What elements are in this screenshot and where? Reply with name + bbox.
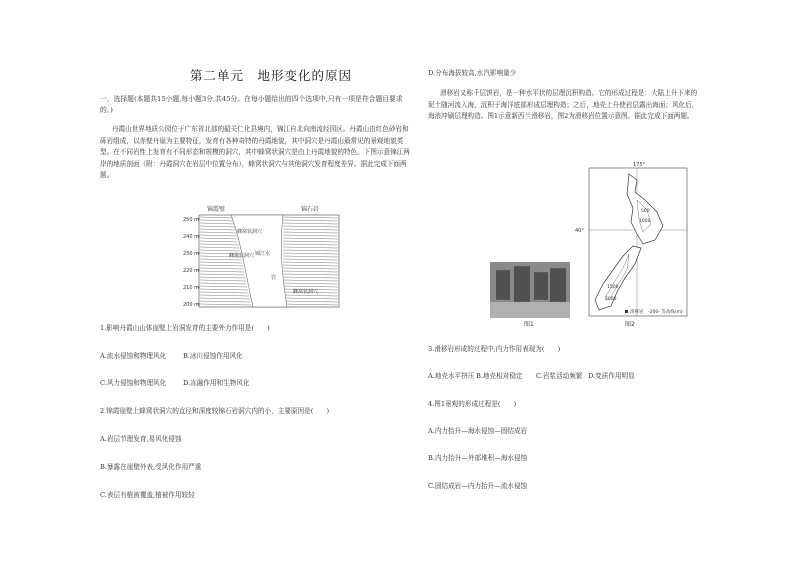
figure1-label: 蜂窝状洞穴 — [293, 289, 319, 295]
contour-label: 1500 — [607, 285, 619, 290]
q2-option-a[interactable]: A.岩层节理发育,易风化侵蚀 — [100, 435, 182, 443]
figure1-label: 岩 — [271, 275, 277, 281]
figure1-label: 蜂窝状洞穴 — [237, 229, 263, 235]
passage-1: 丹霞山世界地质公园位于广东省北部的韶关仁化县境内，锦江自北向南流经园区。丹霞山由红色砂岩和砾岩组成，以赤壁丹崖为主要特征，发育有各种奇特的丹霞地貌，其中洞穴是丹霞山最常见的景观地貌类型。在不同岩性上发育有不同形态和规模的洞穴，其中蜂窝状洞穴是由上丹霞地貌的特色。下图示意锦江两岸的地质剖面（附：丹霞洞穴在岩层中位置分布），蜂窝状洞穴与其他洞穴发育程度差异。据此完成下面两题。 — [100, 125, 410, 179]
passage-2: 滑移岩又称千层饼岩，是一种水平状的层理沉积构造。它的形成过程是：大陆上升下来的泥土随河流入海，沉积于海洋底部形成层理构造；之后，地壳上升使岩层露出海面；风化后，海浪冲刷层理构造。图1示意新西兰滑移岩，图2为滑移岩位置示意图。据此完成下面两题。 — [428, 89, 699, 120]
q1-stem: 1.影响丹霞山山体崖壁上岩洞发育的主要外力作用是( ) — [100, 324, 270, 332]
q3-option-d[interactable]: D.变质作用明显 — [588, 372, 635, 380]
q4-stem: 4.图1景观的形成过程是( ) — [428, 400, 517, 408]
q2-option-c[interactable]: C.表层有植被覆盖,植被作用较轻 — [100, 491, 195, 499]
q3-option-b[interactable]: B.地壳相对稳定 — [476, 372, 523, 380]
q2-option-d[interactable]: D.分布海拔较高,水汽影响量少 — [428, 69, 517, 77]
figure-2-map — [575, 160, 690, 330]
contour-label: 500 — [641, 209, 650, 214]
q4-option-b[interactable]: B.内力抬升—外部堆积—海水侵蚀 — [428, 454, 528, 462]
q4-option-a[interactable]: A.内力抬升—海水侵蚀—固结成岩 — [428, 427, 528, 435]
figure2-legend: 滑移岩 -200- 等高线(m) — [630, 310, 683, 315]
y-tick-label: 210 m — [183, 285, 200, 291]
figure-1-profile — [183, 201, 343, 311]
y-tick-label: 250 m — [183, 217, 200, 223]
figure2-lon-label: 175° — [633, 162, 646, 168]
figure2-lat-label: 40° — [575, 228, 584, 234]
contour-label: 1000 — [639, 219, 651, 224]
figure2-photo-label: 图1 — [524, 321, 534, 328]
q1-option-b[interactable]: B.冰川侵蚀作用风化 — [183, 352, 243, 360]
figure1-left-label: 锦霞壁 — [207, 206, 226, 213]
figure1-right-label: 锦石岩 — [301, 206, 320, 213]
q3-option-a[interactable]: A.地壳水平挤压 — [428, 372, 475, 380]
contour-label: 2000 — [605, 297, 617, 302]
figure2-map-label: 图2 — [625, 321, 635, 328]
figure1-label: 蜂窝状洞穴 — [229, 253, 255, 259]
y-tick-label: 230 m — [183, 251, 200, 257]
q1-option-a[interactable]: A.流水侵蚀和物理风化 — [100, 352, 167, 360]
q1-option-d[interactable]: D.冻融作用和生物风化 — [183, 379, 250, 387]
section-heading: 一、选择题(本题共15小题,每小题3分,共45分。在每小题给出的四个选项中,只有一项是符合题目要求的。) — [100, 95, 403, 114]
page-title: 第二单元 地形变化的原因 — [190, 68, 353, 83]
y-tick-label: 240 m — [183, 234, 200, 240]
y-tick-label: 200 m — [183, 302, 200, 308]
q2-stem: 2.锦霞崖壁上蜂窝状洞穴的直径和深度较锦石岩洞穴内的小，主要原因是( ) — [100, 407, 330, 415]
q3-stem: 3.滑移岩形成的过程中,内力作用表现为( ) — [428, 345, 561, 353]
y-tick-label: 220 m — [183, 268, 200, 274]
q1-option-c[interactable]: C.风力侵蚀和物理风化 — [100, 379, 167, 387]
q2-option-b[interactable]: B.暴露在崖壁外表,受风化作用严重 — [100, 463, 202, 471]
figure-2-photo — [490, 262, 570, 328]
q4-option-c[interactable]: C.固结成岩—内力抬升—流水侵蚀 — [428, 482, 528, 490]
q3-option-c[interactable]: C.岩浆活动频繁 — [536, 372, 583, 380]
figure1-label: 锦江水 — [255, 251, 271, 257]
